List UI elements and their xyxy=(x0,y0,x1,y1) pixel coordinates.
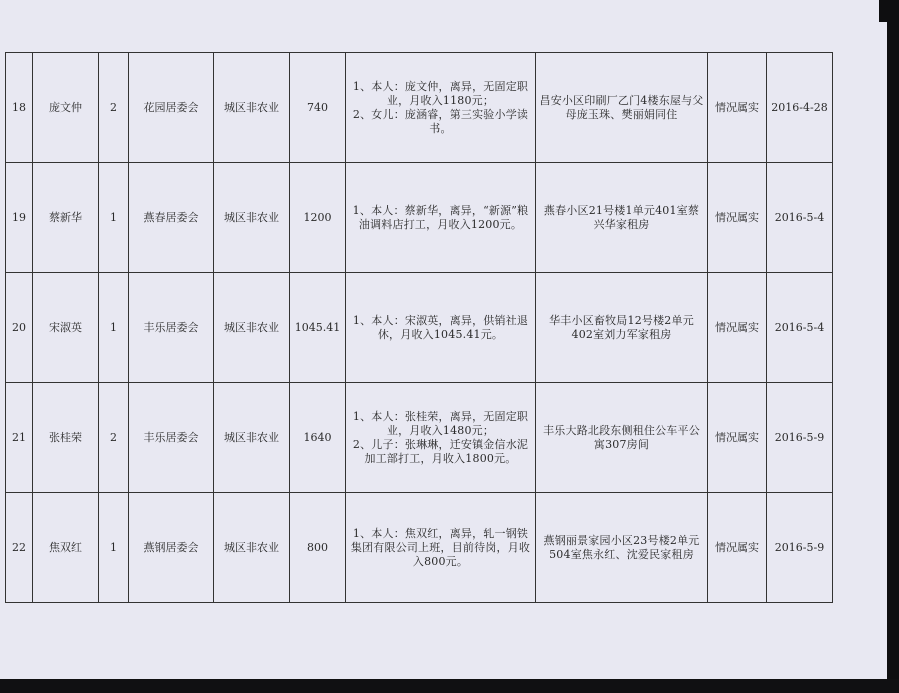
verification-status: 情况属实 xyxy=(708,163,767,273)
household-size: 1 xyxy=(99,273,129,383)
verification-status: 情况属实 xyxy=(708,383,767,493)
household-income: 1045.41 xyxy=(290,273,346,383)
household-size: 1 xyxy=(99,163,129,273)
table-row xyxy=(6,163,833,273)
applicant-name: 张桂荣 xyxy=(33,383,99,493)
residence-address: 燕钢丽景家园小区23号楼2单元504室焦永红、沈爱民家租房 xyxy=(536,493,708,603)
verification-date: 2016-5-4 xyxy=(767,273,833,383)
table-row xyxy=(6,273,833,383)
scan-corner xyxy=(879,0,899,22)
scan-edge-bottom xyxy=(0,679,899,693)
residence-address: 燕春小区21号楼1单元401室蔡兴华家租房 xyxy=(536,163,708,273)
member-details xyxy=(346,383,536,493)
row-number: 19 xyxy=(6,163,33,273)
household-size: 1 xyxy=(99,493,129,603)
household-size: 2 xyxy=(99,53,129,163)
household-size: 2 xyxy=(99,383,129,493)
verification-date: 2016-5-4 xyxy=(767,163,833,273)
verification-status: 情况属实 xyxy=(708,273,767,383)
verification-status: 情况属实 xyxy=(708,53,767,163)
household-type: 城区非农业 xyxy=(214,53,290,163)
member-detail-line: 1、本人：庞文仲，离异，无固定职业，月收入1180元； xyxy=(352,79,529,107)
table-row xyxy=(6,383,833,493)
member-detail-line: 1、本人：宋淑英，离异，供销社退休，月收入1045.41元。 xyxy=(352,313,529,341)
row-number: 20 xyxy=(6,273,33,383)
applicant-name: 宋淑英 xyxy=(33,273,99,383)
residence-address: 昌安小区印刷厂乙门4楼东屋与父母庞玉珠、樊丽娟同住 xyxy=(536,53,708,163)
member-details xyxy=(346,273,536,383)
applicant-name: 蔡新华 xyxy=(33,163,99,273)
member-detail-line: 1、本人：蔡新华，离异，“新源”粮油调料店打工，月收入1200元。 xyxy=(352,203,529,231)
household-table xyxy=(5,52,833,603)
verification-date: 2016-5-9 xyxy=(767,383,833,493)
member-details xyxy=(346,493,536,603)
residents-committee: 丰乐居委会 xyxy=(129,383,214,493)
household-income: 1640 xyxy=(290,383,346,493)
household-type: 城区非农业 xyxy=(214,493,290,603)
row-number: 18 xyxy=(6,53,33,163)
verification-status: 情况属实 xyxy=(708,493,767,603)
member-detail-line: 2、儿子：张琳琳，迁安镇金信水泥加工部打工，月收入1800元。 xyxy=(352,437,529,465)
row-number: 21 xyxy=(6,383,33,493)
table-body xyxy=(6,53,833,603)
residents-committee: 燕钢居委会 xyxy=(129,493,214,603)
verification-date: 2016-5-9 xyxy=(767,493,833,603)
table-row xyxy=(6,493,833,603)
residents-committee: 燕春居委会 xyxy=(129,163,214,273)
household-income: 1200 xyxy=(290,163,346,273)
residence-address: 丰乐大路北段东侧租住公车平公寓307房间 xyxy=(536,383,708,493)
table-row xyxy=(6,53,833,163)
household-type: 城区非农业 xyxy=(214,383,290,493)
scan-edge-right xyxy=(887,0,899,693)
row-number: 22 xyxy=(6,493,33,603)
member-detail-line: 1、本人：张桂荣，离异，无固定职业，月收入1480元； xyxy=(352,409,529,437)
residents-committee: 丰乐居委会 xyxy=(129,273,214,383)
household-income: 740 xyxy=(290,53,346,163)
applicant-name: 庞文仲 xyxy=(33,53,99,163)
applicant-name: 焦双红 xyxy=(33,493,99,603)
household-income: 800 xyxy=(290,493,346,603)
verification-date: 2016-4-28 xyxy=(767,53,833,163)
household-type: 城区非农业 xyxy=(214,163,290,273)
household-type: 城区非农业 xyxy=(214,273,290,383)
residence-address: 华丰小区畜牧局12号楼2单元402室刘力军家租房 xyxy=(536,273,708,383)
member-detail-line: 1、本人：焦双红，离异，轧一钢铁集团有限公司上班，目前待岗，月收入800元。 xyxy=(350,526,531,568)
member-detail-line: 2、女儿：庞涵睿，第三实验小学读书。 xyxy=(352,107,529,135)
member-details xyxy=(346,53,536,163)
member-details xyxy=(346,163,536,273)
residents-committee: 花园居委会 xyxy=(129,53,214,163)
